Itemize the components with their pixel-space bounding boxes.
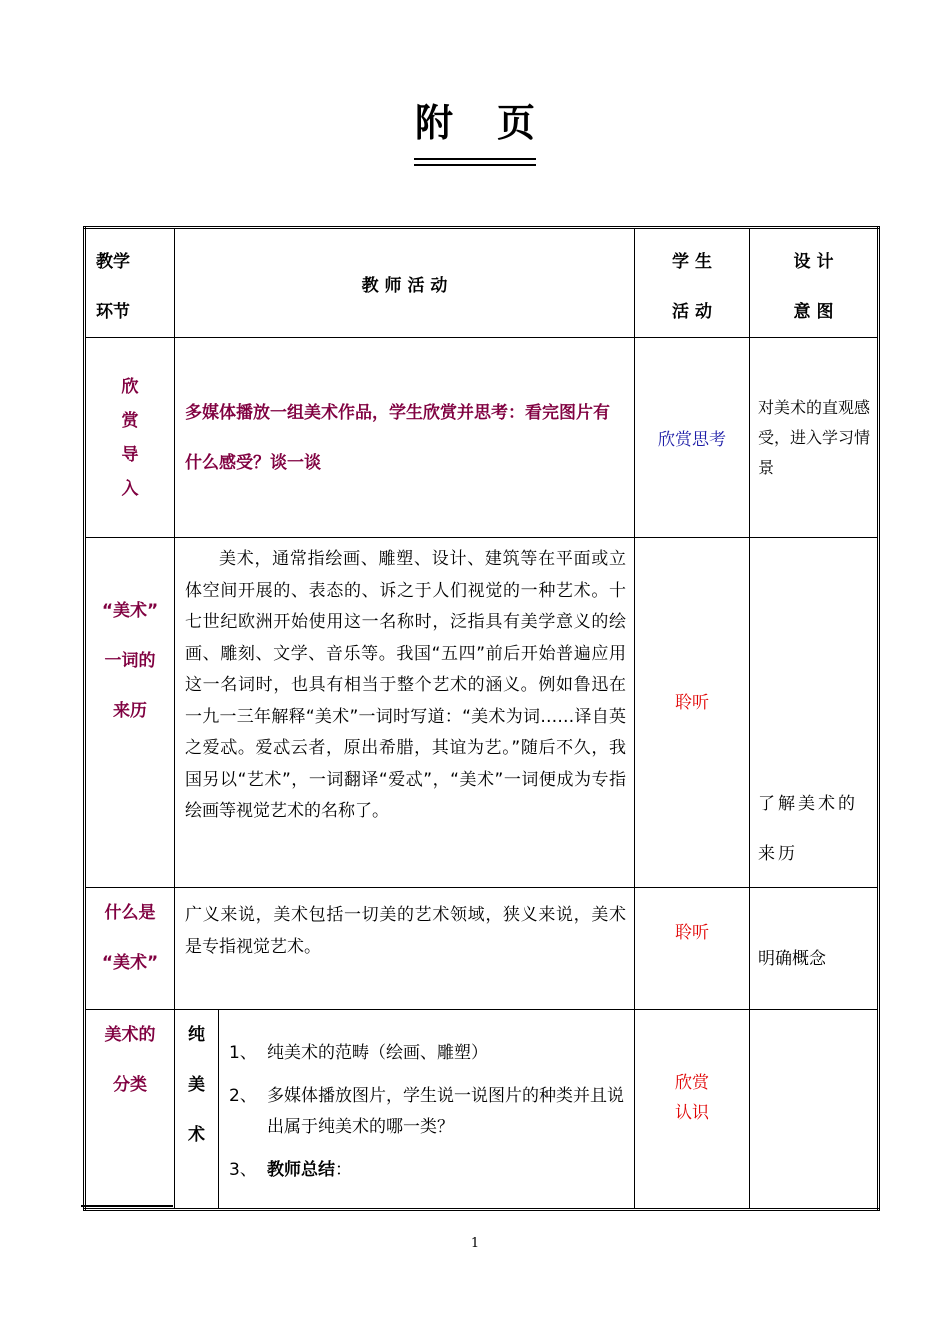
stage-char: 导 [121, 444, 139, 465]
header-stage-line: 环节 [96, 302, 130, 322]
page-title-char: 页 [497, 101, 536, 145]
stage-char: 入 [121, 478, 139, 499]
list-item [229, 1038, 626, 1069]
header-intent-line: 设 计 [793, 252, 834, 272]
stage-line: 来历 [113, 701, 147, 721]
list-item-text: 多媒体播放图片，学生说一说图片的种类并且说出属于纯美术的哪一类？ [267, 1086, 624, 1137]
stage-line: “美术” [101, 601, 159, 621]
stage-classification [85, 1010, 175, 1210]
stage-char: 赏 [121, 410, 139, 431]
stage-definition [85, 888, 175, 1010]
list-item-text: ： [335, 1160, 352, 1180]
student-activity-line: 欣赏 [675, 1073, 710, 1093]
student-activity-line: 认识 [675, 1103, 710, 1123]
header-student-line: 活 动 [672, 302, 712, 322]
list-item [229, 1155, 626, 1186]
header-design-intent [750, 228, 879, 338]
header-stage [85, 228, 175, 338]
list-item [229, 1081, 626, 1143]
student-activity-classification [635, 1010, 750, 1210]
lesson-plan-table [83, 226, 880, 1211]
header-student-activity [635, 228, 750, 338]
stage-line: 一词的 [104, 651, 156, 671]
design-intent-intro: 对美术的直观感受，进入学习情景 [750, 338, 879, 538]
header-teacher-activity: 教 师 活 动 [175, 228, 635, 338]
page-number: 1 [470, 1236, 480, 1251]
list-item-number: 3、 [229, 1160, 257, 1180]
stage-intro [85, 338, 175, 538]
title-underline [414, 158, 536, 160]
table-header-row [85, 228, 879, 338]
teacher-activity-definition: 广义来说，美术包括一切美的艺术领域，狭义来说，美术是专指视觉艺术。 [175, 888, 635, 1010]
page-title [0, 92, 950, 147]
sub-stage-char: 美 [188, 1075, 205, 1095]
stage-origin [85, 538, 175, 888]
list-item-number: 2、 [229, 1086, 257, 1106]
teacher-activity-origin: 美术，通常指绘画、雕塑、设计、建筑等在平面或立体空间开展的、表态的、诉之于人们视觉的一种艺术。十七世纪欧洲开始使用这一名称时，泛指具有美学意义的绘画、雕刻、文学、音乐等。我国“五四”前后开始普遍应用这一名词时，也具有相当于整个艺术的涵义。例如鲁迅在一九一三年解释“美术”一词时写道：“美术为词……译自英之爱忒。爱忒云者，原出希腊，其谊为艺。”随后不久，我国另以“艺术”，一词翻译“爱忒”，“美术”一词便成为专指绘画等视觉艺术的名称了。 [175, 538, 635, 888]
title-underline [414, 164, 536, 166]
table-row [85, 1010, 879, 1210]
table-row [85, 338, 879, 538]
bottom-rule [81, 1205, 173, 1207]
stage-line: 美术的 [104, 1025, 156, 1045]
teacher-activity-intro: 多媒体播放一组美术作品，学生欣赏并思考：看完图片有什么感受？谈一谈 [175, 338, 635, 538]
stage-line: 分类 [113, 1075, 147, 1095]
design-intent-origin: 了解美术的来历 [750, 538, 879, 888]
list-item-text-bold: 教师总结 [267, 1160, 335, 1180]
page-title-char: 附 [414, 101, 453, 145]
stage-line: “美术” [101, 953, 159, 973]
header-student-line: 学 生 [672, 252, 712, 272]
header-intent-line: 意 图 [793, 302, 834, 322]
list-item-number: 1、 [229, 1043, 257, 1063]
table-row [85, 538, 879, 888]
teacher-activity-classification [219, 1010, 635, 1210]
list-item-text: 纯美术的范畴（绘画、雕塑） [267, 1043, 488, 1063]
classification-list [229, 1038, 626, 1186]
student-activity-definition: 聆听 [635, 888, 750, 1010]
student-activity-intro: 欣赏思考 [635, 338, 750, 538]
sub-stage-char: 术 [188, 1125, 205, 1145]
design-intent-classification [750, 1010, 879, 1210]
table-row [85, 888, 879, 1010]
student-activity-origin: 聆听 [635, 538, 750, 888]
header-stage-line: 教学 [96, 252, 130, 272]
sub-stage-char: 纯 [188, 1025, 205, 1045]
stage-line: 什么是 [104, 903, 156, 923]
stage-char: 欣 [121, 376, 139, 397]
sub-stage-pure-art [175, 1010, 219, 1210]
design-intent-definition: 明确概念 [750, 888, 879, 1010]
